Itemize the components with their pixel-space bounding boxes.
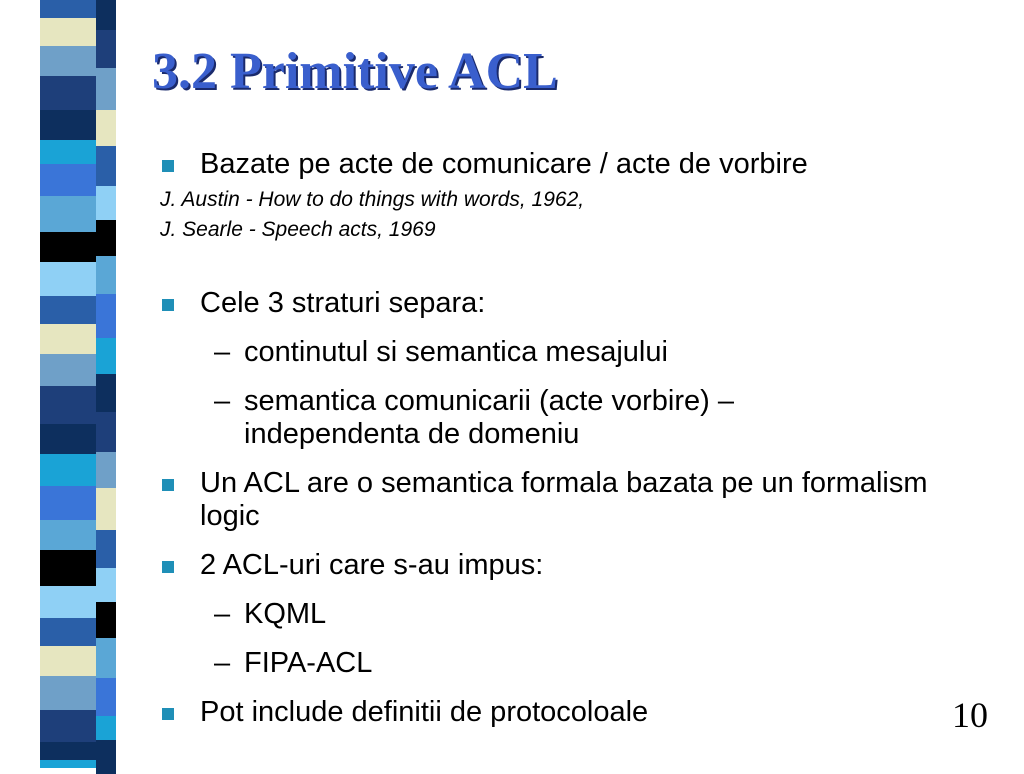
square-bullet-icon	[162, 299, 174, 311]
stripe-segment	[96, 110, 116, 146]
sub-item	[160, 647, 940, 680]
stripe-segment	[40, 196, 100, 232]
stripe-segment	[40, 0, 100, 18]
decorative-stripe-bar	[40, 0, 100, 768]
stripe-segment	[96, 568, 116, 602]
stripe-segment	[40, 46, 100, 76]
bullet-item	[160, 287, 940, 320]
stripe-segment	[40, 676, 100, 710]
stripe-segment	[40, 586, 100, 618]
square-bullet-icon	[162, 479, 174, 491]
stripe-segment	[40, 232, 100, 262]
stripe-segment	[40, 262, 100, 296]
slide-content	[160, 148, 940, 729]
stripe-segment	[96, 294, 116, 338]
stripe-segment	[96, 256, 116, 294]
bullet-item	[160, 549, 940, 582]
decorative-stripe-edge	[96, 0, 116, 768]
stripe-segment	[40, 618, 100, 646]
stripe-segment	[40, 354, 100, 386]
square-bullet-icon	[162, 160, 174, 172]
sub-item	[160, 598, 940, 631]
stripe-segment	[96, 146, 116, 186]
stripe-segment	[40, 520, 100, 550]
stripe-segment	[40, 454, 100, 486]
dash-marker: –	[214, 647, 231, 679]
square-bullet-icon	[162, 561, 174, 573]
stripe-segment	[96, 678, 116, 716]
bullet-item	[160, 467, 940, 533]
stripe-segment	[96, 530, 116, 568]
bullet-item	[160, 148, 940, 181]
stripe-segment	[40, 424, 100, 454]
stripe-segment	[40, 550, 100, 586]
stripe-segment	[96, 220, 116, 256]
bullet-text: Bazate pe acte de comunicare / acte de vorbire	[200, 148, 808, 180]
sub-item	[160, 336, 940, 369]
stripe-segment	[40, 760, 100, 768]
dash-marker: –	[214, 598, 231, 630]
bullet-text: 2 ACL-uri care s-au impus:	[200, 549, 544, 581]
stripe-segment	[40, 18, 100, 46]
stripe-segment	[40, 710, 100, 742]
stripe-segment	[40, 742, 100, 760]
stripe-segment	[96, 602, 116, 638]
sub-item-text: FIPA-ACL	[244, 647, 373, 679]
stripe-segment	[96, 740, 116, 774]
square-bullet-icon	[162, 708, 174, 720]
stripe-segment	[40, 486, 100, 520]
stripe-segment	[40, 140, 100, 164]
stripe-segment	[40, 110, 100, 140]
stripe-segment	[96, 338, 116, 374]
sub-item-text: KQML	[244, 598, 327, 630]
bullet-text: Pot include definitii de protocoloale	[200, 696, 649, 728]
sub-item-text: semantica comunicarii (acte vorbire) – independenta de domeniu	[244, 385, 734, 450]
stripe-segment	[40, 296, 100, 324]
bullet-text: Un ACL are o semantica formala bazata pe un formalism logic	[200, 467, 928, 532]
stripe-segment	[40, 324, 100, 354]
stripe-segment	[96, 0, 116, 30]
citation-line: J. Searle - Speech acts, 1969	[160, 218, 436, 241]
stripe-segment	[96, 68, 116, 110]
stripe-segment	[96, 716, 116, 740]
stripe-segment	[96, 638, 116, 678]
stripe-segment	[96, 374, 116, 412]
dash-marker: –	[214, 336, 231, 368]
bullet-item	[160, 696, 940, 729]
slide-title: 3.2 Primitive ACL	[152, 43, 558, 100]
stripe-segment	[40, 164, 100, 196]
dash-marker: –	[214, 385, 231, 417]
stripe-segment	[96, 452, 116, 488]
stripe-segment	[40, 76, 100, 110]
page-number: 10	[952, 695, 988, 735]
stripe-segment	[40, 386, 100, 424]
sub-item	[160, 385, 904, 451]
stripe-segment	[96, 30, 116, 68]
stripe-segment	[96, 488, 116, 530]
citation-line: J. Austin - How to do things with words, 1962,	[160, 188, 585, 211]
sub-item-text: continutul si semantica mesajului	[244, 336, 668, 368]
bullet-text: Cele 3 straturi separa:	[200, 287, 486, 319]
stripe-segment	[96, 186, 116, 220]
stripe-segment	[40, 646, 100, 676]
stripe-segment	[96, 412, 116, 452]
